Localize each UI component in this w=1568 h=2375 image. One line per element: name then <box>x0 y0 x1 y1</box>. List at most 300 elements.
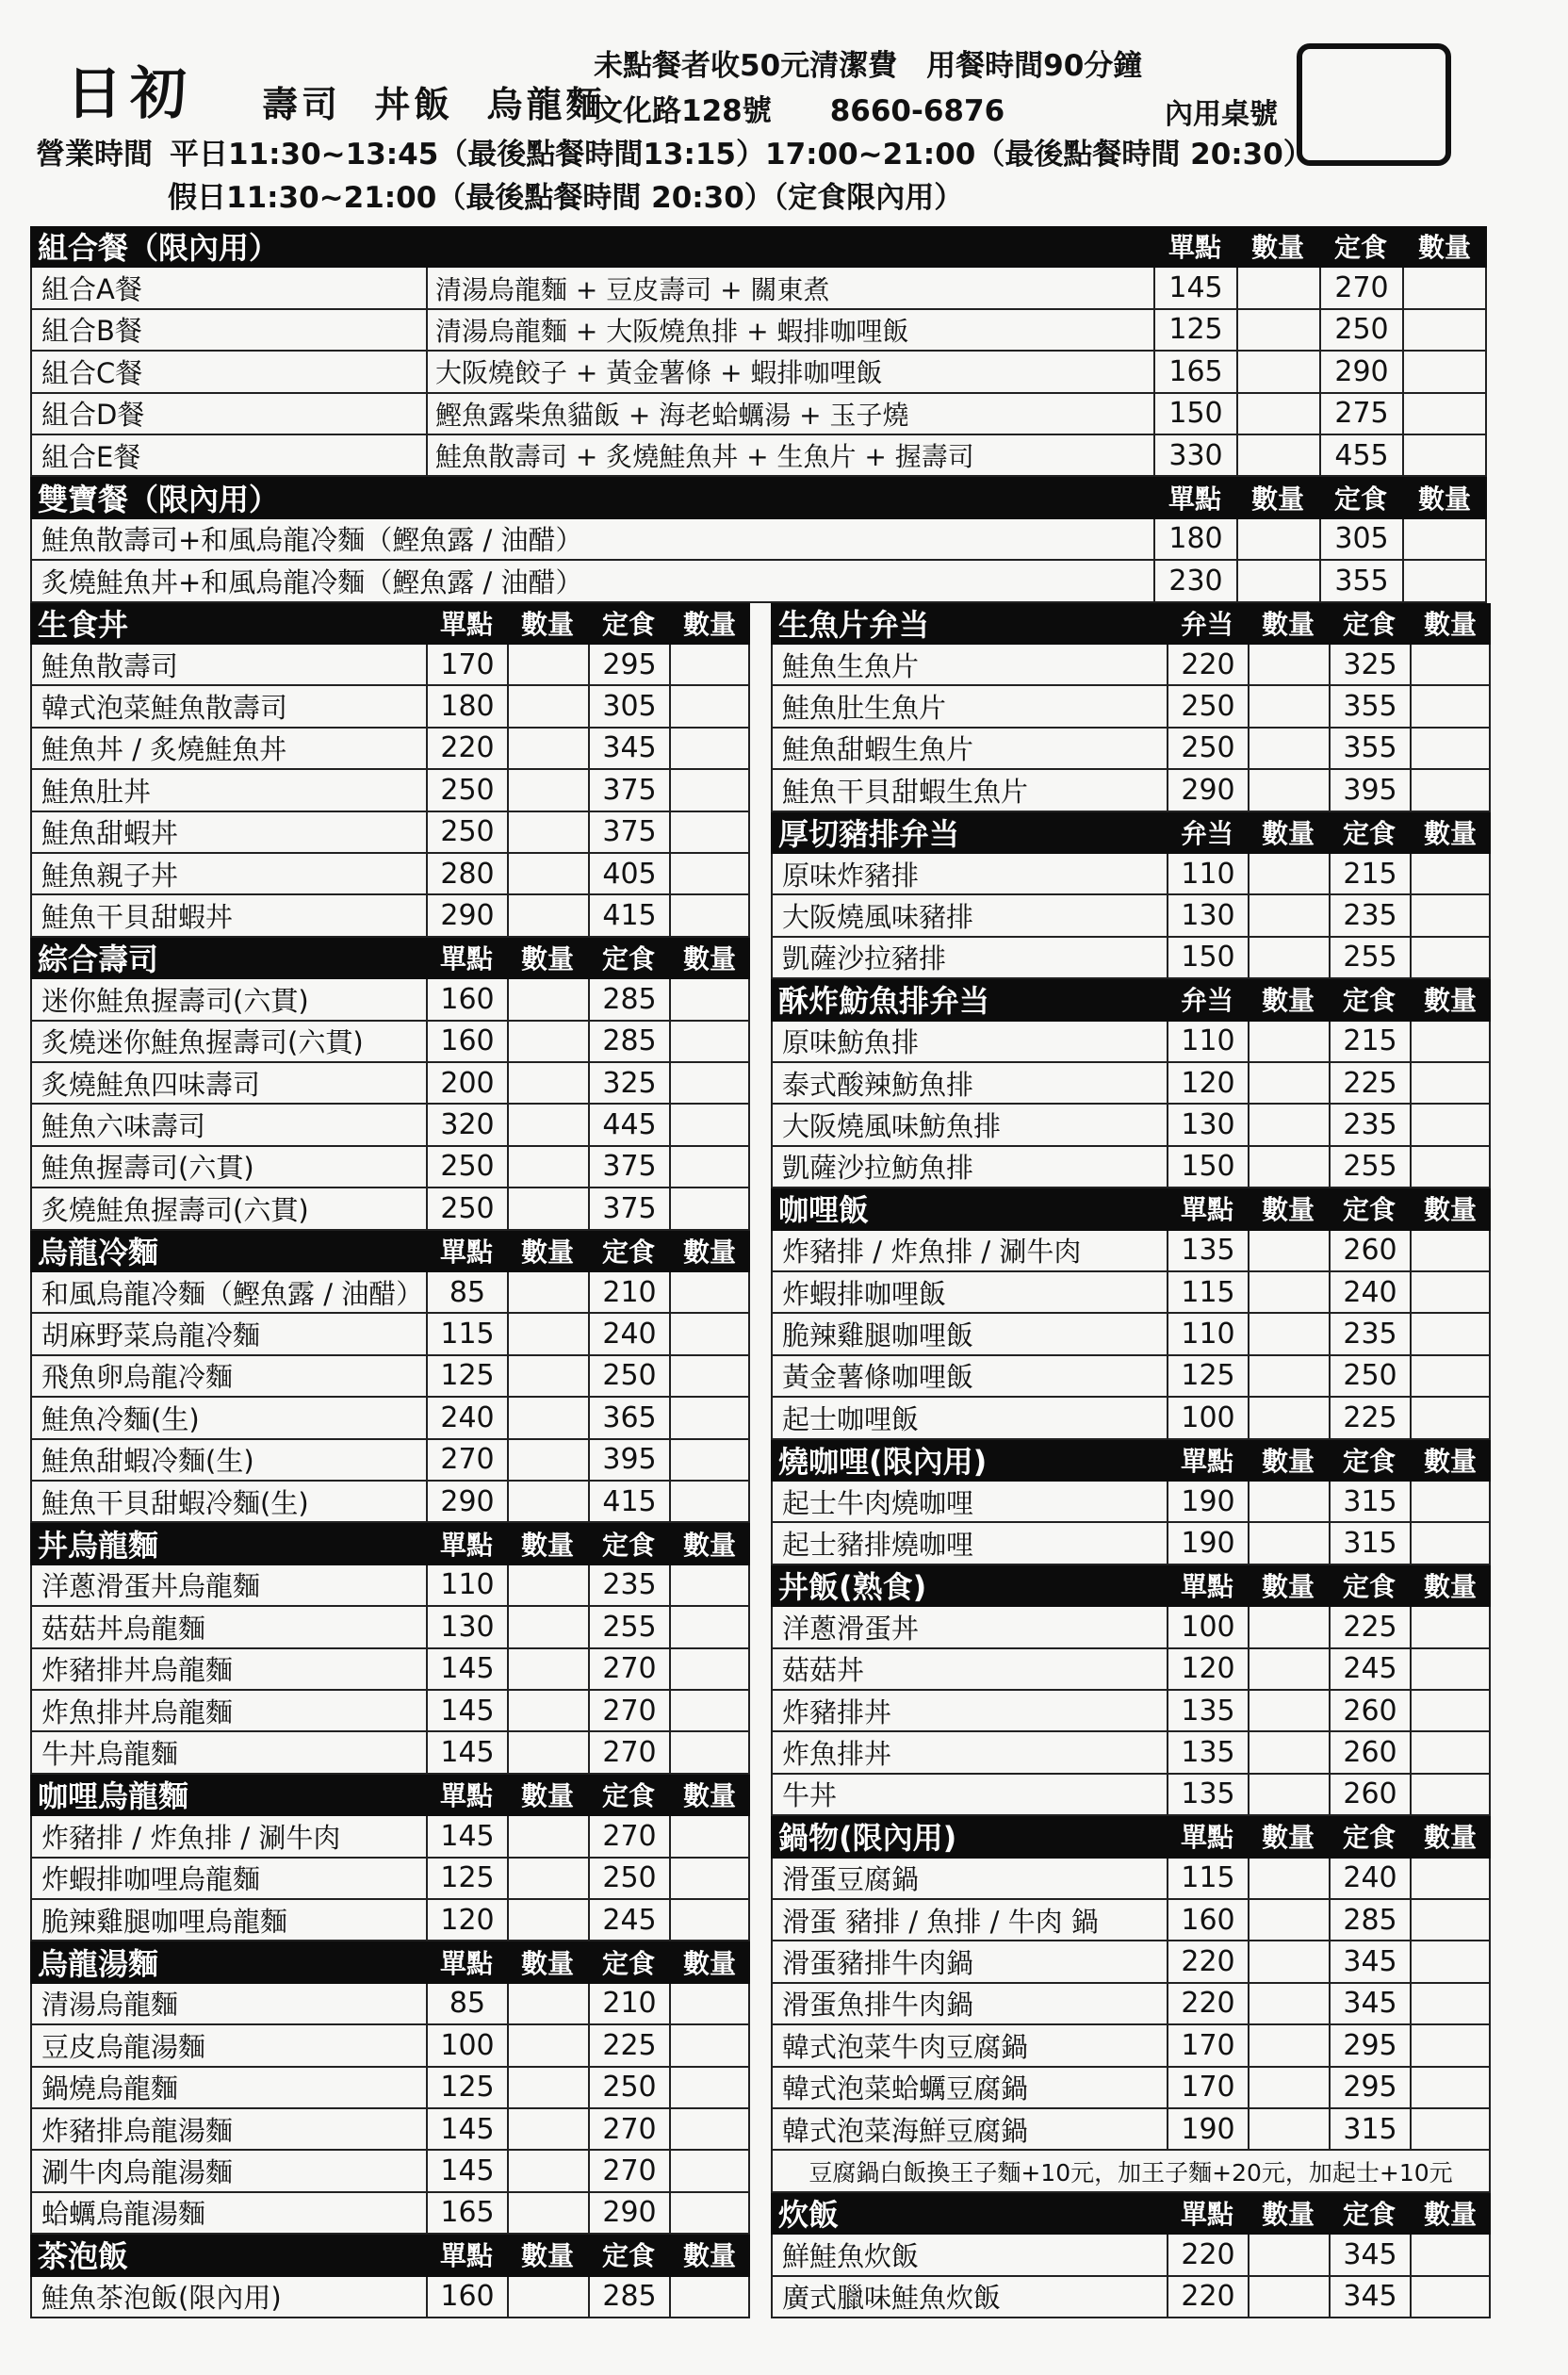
quantity-set-field[interactable] <box>1410 1859 1491 1898</box>
quantity-single-field[interactable] <box>1248 686 1329 726</box>
quantity-single-field[interactable] <box>507 1565 588 1605</box>
section-note <box>771 2151 1491 2192</box>
item-name: 組合B餐 <box>30 310 426 350</box>
quantity-single-field[interactable] <box>1248 1691 1329 1730</box>
quantity-set-field[interactable] <box>669 979 750 1019</box>
quantity-single-field[interactable] <box>507 1398 588 1437</box>
quantity-set-field[interactable] <box>1402 561 1487 600</box>
quantity-single-field[interactable] <box>1248 1482 1329 1521</box>
column-header: 定食 <box>1342 1570 1396 1602</box>
quantity-set-field[interactable] <box>669 2109 750 2149</box>
table-number-box[interactable] <box>1297 43 1451 166</box>
price-single: 145 <box>426 1691 507 1730</box>
section-right-1 <box>771 812 1491 980</box>
quantity-set-field[interactable] <box>669 1188 750 1228</box>
quantity-single-field[interactable] <box>1248 1941 1329 1981</box>
quantity-single-field[interactable] <box>1236 268 1319 307</box>
quantity-set-field[interactable] <box>669 686 750 726</box>
item-name: 起士咖哩飯 <box>771 1398 1167 1437</box>
quantity-set-field[interactable] <box>669 854 750 893</box>
quantity-set-field[interactable] <box>669 895 750 935</box>
price-single: 115 <box>1167 1859 1248 1898</box>
item-name: 菇菇丼 <box>771 1649 1167 1689</box>
quantity-set-field[interactable] <box>669 1022 750 1061</box>
column-header: 定食 <box>1333 232 1387 264</box>
item-name: 炙燒鮭魚四味壽司 <box>30 1063 426 1103</box>
quantity-set-field[interactable] <box>1410 1272 1491 1312</box>
quantity-single-field[interactable] <box>507 1147 588 1187</box>
quantity-single-field[interactable] <box>1236 352 1319 391</box>
column-header: 數量 <box>1417 483 1471 515</box>
menu-row <box>771 895 1491 937</box>
menu-row <box>30 979 750 1021</box>
quantity-single-field[interactable] <box>1248 1732 1329 1772</box>
quantity-set-field[interactable] <box>669 1440 750 1480</box>
quantity-single-field[interactable] <box>507 1063 588 1103</box>
menu-row <box>771 2235 1491 2276</box>
item-name: 鮭魚六味壽司 <box>30 1105 426 1144</box>
price-single: 145 <box>426 1732 507 1772</box>
quantity-single-field[interactable] <box>1236 310 1319 350</box>
quantity-single-field[interactable] <box>1248 2068 1329 2107</box>
price-single: 115 <box>1167 1272 1248 1312</box>
column-header: 定食 <box>601 2240 655 2272</box>
menu-row <box>771 1105 1491 1146</box>
quantity-single-field[interactable] <box>1248 1063 1329 1103</box>
price-single: 130 <box>1167 1105 1248 1144</box>
quantity-set-field[interactable] <box>669 1356 750 1396</box>
quantity-set-field[interactable] <box>1402 352 1487 391</box>
quantity-set-field[interactable] <box>1402 268 1487 307</box>
price-set: 345 <box>1329 2235 1410 2274</box>
section-left-2 <box>30 1231 750 1524</box>
quantity-single-field[interactable] <box>1248 1859 1329 1898</box>
price-set: 290 <box>1319 352 1402 391</box>
quantity-single-field[interactable] <box>507 1022 588 1061</box>
column-header: 定食 <box>601 1947 655 1979</box>
quantity-single-field[interactable] <box>507 2025 588 2065</box>
item-name: 鮭魚干貝甜蝦丼 <box>30 895 426 935</box>
column-header: 單點 <box>439 1779 493 1811</box>
price-single: 165 <box>1153 352 1236 391</box>
section-header <box>30 1941 750 1983</box>
quantity-set-field[interactable] <box>1402 519 1487 559</box>
column-header: 數量 <box>1423 1570 1477 1602</box>
menu-row <box>771 1523 1491 1564</box>
price-single: 145 <box>426 2109 507 2149</box>
price-set: 260 <box>1329 1732 1410 1772</box>
column-header: 弁当 <box>1180 817 1233 849</box>
quantity-set-field[interactable] <box>669 1816 750 1856</box>
column-header: 數量 <box>1250 483 1304 515</box>
column-header: 數量 <box>1261 1822 1315 1854</box>
quantity-set-field[interactable] <box>669 1607 750 1646</box>
quantity-single-field[interactable] <box>1248 938 1329 977</box>
quantity-set-field[interactable] <box>669 1732 750 1772</box>
quantity-single-field[interactable] <box>507 1105 588 1144</box>
quantity-set-field[interactable] <box>669 1314 750 1353</box>
quantity-single-field[interactable] <box>507 1984 588 2023</box>
section-title: 燒咖哩(限內用) <box>778 1443 988 1480</box>
quantity-set-field[interactable] <box>669 1691 750 1730</box>
price-set: 225 <box>1329 1063 1410 1103</box>
menu-table <box>30 226 1487 2334</box>
price-set: 235 <box>1329 1105 1410 1144</box>
quantity-set-field[interactable] <box>669 770 750 810</box>
quantity-single-field[interactable] <box>1248 2025 1329 2065</box>
quantity-single-field[interactable] <box>1248 1105 1329 1144</box>
price-single: 220 <box>1167 1941 1248 1981</box>
menu-row <box>771 770 1491 811</box>
quantity-set-field[interactable] <box>1410 1482 1491 1521</box>
item-name: 鮭魚生魚片 <box>771 645 1167 684</box>
quantity-set-field[interactable] <box>1410 729 1491 768</box>
item-name: 炸魚排丼 <box>771 1732 1167 1772</box>
price-single: 190 <box>1167 1482 1248 1521</box>
menu-row <box>30 1900 750 1941</box>
section-header <box>30 477 1487 518</box>
quantity-single-field[interactable] <box>507 1816 588 1856</box>
quantity-single-field[interactable] <box>507 645 588 684</box>
quantity-single-field[interactable] <box>1236 561 1319 600</box>
section-right-5 <box>771 1565 1491 1816</box>
menu-row <box>771 854 1491 895</box>
price-set: 315 <box>1329 1482 1410 1521</box>
quantity-single-field[interactable] <box>1248 1356 1329 1396</box>
quantity-set-field[interactable] <box>669 1398 750 1437</box>
menu-row <box>30 729 750 770</box>
quantity-set-field[interactable] <box>1410 2109 1491 2149</box>
price-set: 215 <box>1329 1022 1410 1061</box>
price-single: 290 <box>1167 770 1248 810</box>
column-header: 定食 <box>601 608 655 640</box>
quantity-single-field[interactable] <box>507 2151 588 2190</box>
price-set: 345 <box>1329 1984 1410 2023</box>
price-set: 270 <box>588 1732 669 1772</box>
column-header: 定食 <box>1333 483 1387 515</box>
section-right-7 <box>771 2193 1491 2318</box>
quantity-single-field[interactable] <box>1248 1398 1329 1437</box>
quantity-single-field[interactable] <box>507 2109 588 2149</box>
quantity-set-field[interactable] <box>1410 1398 1491 1437</box>
quantity-set-field[interactable] <box>1410 1649 1491 1689</box>
quantity-set-field[interactable] <box>1410 854 1491 893</box>
quantity-single-field[interactable] <box>1236 519 1319 559</box>
item-description: 清湯烏龍麵 + 大阪燒魚排 + 蝦排咖哩飯 <box>426 310 1153 350</box>
quantity-single-field[interactable] <box>507 770 588 810</box>
quantity-set-field[interactable] <box>669 2068 750 2107</box>
quantity-single-field[interactable] <box>1248 854 1329 893</box>
quantity-set-field[interactable] <box>1410 2025 1491 2065</box>
item-name: 廣式臘味鮭魚炊飯 <box>771 2277 1167 2317</box>
column-header: 單點 <box>1180 1194 1233 1226</box>
column-header: 單點 <box>1180 1822 1233 1854</box>
quantity-single-field[interactable] <box>1248 1231 1329 1270</box>
price-set: 355 <box>1329 729 1410 768</box>
menu-row <box>771 1147 1491 1188</box>
quantity-set-field[interactable] <box>669 1482 750 1521</box>
quantity-single-field[interactable] <box>507 1859 588 1898</box>
column-header: 數量 <box>520 1529 574 1561</box>
column-header: 數量 <box>1423 985 1477 1017</box>
quantity-set-field[interactable] <box>1410 686 1491 726</box>
quantity-set-field[interactable] <box>1410 895 1491 935</box>
quantity-set-field[interactable] <box>1410 1691 1491 1730</box>
quantity-single-field[interactable] <box>1248 1607 1329 1646</box>
item-name: 脆辣雞腿咖哩飯 <box>771 1314 1167 1353</box>
quantity-single-field[interactable] <box>1248 1022 1329 1061</box>
quantity-set-field[interactable] <box>1402 394 1487 434</box>
price-set: 225 <box>588 2025 669 2065</box>
quantity-single-field[interactable] <box>507 895 588 935</box>
item-name: 大阪燒風味豬排 <box>771 895 1167 935</box>
quantity-set-field[interactable] <box>1410 1147 1491 1187</box>
menu-row <box>30 2109 750 2151</box>
section-title: 生食丼 <box>38 606 129 643</box>
quantity-set-field[interactable] <box>669 1900 750 1940</box>
item-name: 炸豬排 / 炸魚排 / 涮牛肉 <box>30 1816 426 1856</box>
quantity-single-field[interactable] <box>1248 645 1329 684</box>
quantity-set-field[interactable] <box>1410 1063 1491 1103</box>
column-header: 數量 <box>520 2240 574 2272</box>
quantity-single-field[interactable] <box>507 812 588 852</box>
price-single: 130 <box>1167 895 1248 935</box>
column-header: 數量 <box>1423 608 1477 640</box>
quantity-set-field[interactable] <box>1410 645 1491 684</box>
column-header: 單點 <box>1168 232 1221 264</box>
section-title: 雙寶餐（限內用） <box>38 481 280 517</box>
price-set: 210 <box>588 1272 669 1312</box>
item-name: 炙燒迷你鮭魚握壽司(六貫) <box>30 1022 426 1061</box>
quantity-set-field[interactable] <box>669 1565 750 1605</box>
quantity-set-field[interactable] <box>1410 1607 1491 1646</box>
section-header <box>771 1188 1491 1230</box>
menu-row <box>771 2109 1491 2151</box>
menu-row <box>30 1398 750 1439</box>
quantity-set-field[interactable] <box>669 812 750 852</box>
price-set: 240 <box>588 1314 669 1353</box>
quantity-set-field[interactable] <box>1402 310 1487 350</box>
section-combo <box>30 226 1487 477</box>
quantity-set-field[interactable] <box>669 1649 750 1689</box>
menu-row <box>30 1105 750 1146</box>
quantity-set-field[interactable] <box>669 1147 750 1187</box>
price-set: 270 <box>588 1816 669 1856</box>
quantity-single-field[interactable] <box>1248 2109 1329 2149</box>
section-right-4 <box>771 1440 1491 1565</box>
price-set: 295 <box>588 645 669 684</box>
section-right-3 <box>771 1188 1491 1439</box>
quantity-single-field[interactable] <box>507 1272 588 1312</box>
item-description: 鰹魚露柴魚貓飯 + 海老蛤蠣湯 + 玉子燒 <box>426 394 1153 434</box>
column-header: 單點 <box>1180 2198 1233 2230</box>
quantity-set-field[interactable] <box>1410 1022 1491 1061</box>
quantity-single-field[interactable] <box>507 1314 588 1353</box>
quantity-single-field[interactable] <box>1248 2277 1329 2317</box>
quantity-single-field[interactable] <box>1248 1272 1329 1312</box>
quantity-set-field[interactable] <box>1410 1900 1491 1940</box>
item-name: 胡麻野菜烏龍冷麵 <box>30 1314 426 1353</box>
quantity-set-field[interactable] <box>1402 435 1487 475</box>
item-name: 組合C餐 <box>30 352 426 391</box>
item-name: 和風烏龍冷麵（鰹魚露 / 油醋） <box>30 1272 426 1312</box>
price-single: 190 <box>1167 1523 1248 1563</box>
quantity-set-field[interactable] <box>1410 1732 1491 1772</box>
quantity-single-field[interactable] <box>1248 1649 1329 1689</box>
quantity-set-field[interactable] <box>669 2277 750 2317</box>
quantity-set-field[interactable] <box>1410 1523 1491 1563</box>
quantity-single-field[interactable] <box>507 1649 588 1689</box>
quantity-single-field[interactable] <box>1236 394 1319 434</box>
quantity-single-field[interactable] <box>507 2277 588 2317</box>
price-single: 180 <box>1153 519 1236 559</box>
price-single: 150 <box>1167 1147 1248 1187</box>
quantity-single-field[interactable] <box>1248 1984 1329 2023</box>
price-single: 145 <box>426 1649 507 1689</box>
price-single: 150 <box>1153 394 1236 434</box>
item-name: 鮭魚甜蝦冷麵(生) <box>30 1440 426 1480</box>
quantity-set-field[interactable] <box>669 645 750 684</box>
menu-row <box>30 310 1487 352</box>
column-header: 單點 <box>1180 1570 1233 1602</box>
quantity-set-field[interactable] <box>669 1859 750 1898</box>
quantity-set-field[interactable] <box>1410 2068 1491 2107</box>
price-single: 125 <box>1167 1356 1248 1396</box>
quantity-single-field[interactable] <box>507 854 588 893</box>
quantity-set-field[interactable] <box>669 1984 750 2023</box>
quantity-single-field[interactable] <box>507 1607 588 1646</box>
section-title: 咖哩烏龍麵 <box>38 1778 189 1814</box>
address-phone: 文化路128號 8660-6876 <box>594 94 1005 128</box>
quantity-single-field[interactable] <box>1236 435 1319 475</box>
price-set: 405 <box>588 854 669 893</box>
quantity-set-field[interactable] <box>669 2193 750 2233</box>
quantity-single-field[interactable] <box>507 979 588 1019</box>
quantity-single-field[interactable] <box>1248 2235 1329 2274</box>
section-header <box>771 603 1491 645</box>
section-title: 酥炸魴魚排弁当 <box>778 983 990 1020</box>
quantity-single-field[interactable] <box>507 1356 588 1396</box>
menu-row <box>771 1272 1491 1314</box>
quantity-single-field[interactable] <box>507 1900 588 1940</box>
menu-row <box>30 1482 750 1523</box>
price-single: 220 <box>426 729 507 768</box>
item-name: 菇菇丼烏龍麵 <box>30 1607 426 1646</box>
column-header: 數量 <box>520 942 574 975</box>
menu-row <box>771 686 1491 728</box>
quantity-set-field[interactable] <box>1410 1231 1491 1270</box>
quantity-set-field[interactable] <box>1410 770 1491 810</box>
column-header: 定食 <box>1342 817 1396 849</box>
item-name: 原味炸豬排 <box>771 854 1167 893</box>
item-name: 清湯烏龍麵 <box>30 1984 426 2023</box>
quantity-single-field[interactable] <box>507 686 588 726</box>
menu-row <box>771 2277 1491 2318</box>
quantity-set-field[interactable] <box>1410 1775 1491 1814</box>
quantity-set-field[interactable] <box>669 1063 750 1103</box>
quantity-set-field[interactable] <box>1410 1941 1491 1981</box>
section-header <box>30 1231 750 1272</box>
quantity-single-field[interactable] <box>1248 729 1329 768</box>
item-name: 炙燒鮭魚握壽司(六貫) <box>30 1188 426 1228</box>
menu-row <box>30 1649 750 1691</box>
section-double <box>30 477 1487 602</box>
quantity-set-field[interactable] <box>1410 1984 1491 2023</box>
quantity-single-field[interactable] <box>1248 1775 1329 1814</box>
quantity-single-field[interactable] <box>1248 895 1329 935</box>
item-name: 鮭魚丼 / 炙燒鮭魚丼 <box>30 729 426 768</box>
quantity-single-field[interactable] <box>507 1482 588 1521</box>
quantity-single-field[interactable] <box>1248 1523 1329 1563</box>
price-set: 290 <box>588 2193 669 2233</box>
quantity-single-field[interactable] <box>1248 1314 1329 1353</box>
section-title: 咖哩飯 <box>778 1192 870 1229</box>
quantity-set-field[interactable] <box>669 2025 750 2065</box>
price-single: 125 <box>1153 310 1236 350</box>
price-set: 260 <box>1329 1775 1410 1814</box>
quantity-set-field[interactable] <box>1410 2235 1491 2274</box>
item-name: 鮭魚茶泡飯(限內用) <box>30 2277 426 2317</box>
item-description: 大阪燒餃子 + 黃金薯條 + 蝦排咖哩飯 <box>426 352 1153 391</box>
quantity-single-field[interactable] <box>507 2193 588 2233</box>
quantity-set-field[interactable] <box>669 1272 750 1312</box>
price-set: 270 <box>588 2151 669 2190</box>
menu-row <box>30 2193 750 2235</box>
quantity-set-field[interactable] <box>1410 938 1491 977</box>
quantity-single-field[interactable] <box>1248 1900 1329 1940</box>
price-single: 125 <box>426 2068 507 2107</box>
quantity-single-field[interactable] <box>507 2068 588 2107</box>
price-set: 270 <box>1319 268 1402 307</box>
quantity-set-field[interactable] <box>669 729 750 768</box>
column-header: 定食 <box>601 942 655 975</box>
menu-row <box>30 854 750 895</box>
quantity-single-field[interactable] <box>507 729 588 768</box>
item-name: 凱薩沙拉豬排 <box>771 938 1167 977</box>
quantity-set-field[interactable] <box>1410 2277 1491 2317</box>
item-name: 炸豬排 / 炸魚排 / 涮牛肉 <box>771 1231 1167 1270</box>
quantity-set-field[interactable] <box>669 1105 750 1144</box>
price-single: 135 <box>1167 1691 1248 1730</box>
column-header: 單點 <box>439 1236 493 1268</box>
quantity-single-field[interactable] <box>507 1188 588 1228</box>
quantity-single-field[interactable] <box>507 1691 588 1730</box>
quantity-single-field[interactable] <box>1248 1147 1329 1187</box>
item-name: 飛魚卵烏龍冷麵 <box>30 1356 426 1396</box>
quantity-set-field[interactable] <box>669 2151 750 2190</box>
column-header: 單點 <box>1180 1445 1233 1477</box>
price-single: 130 <box>426 1607 507 1646</box>
quantity-set-field[interactable] <box>1410 1105 1491 1144</box>
quantity-single-field[interactable] <box>507 1440 588 1480</box>
section-header <box>771 1440 1491 1482</box>
item-name: 滑蛋 豬排 / 魚排 / 牛肉 鍋 <box>771 1900 1167 1940</box>
item-name: 鮭魚冷麵(生) <box>30 1398 426 1437</box>
quantity-single-field[interactable] <box>1248 770 1329 810</box>
quantity-single-field[interactable] <box>507 1732 588 1772</box>
price-single: 250 <box>426 1188 507 1228</box>
column-header: 定食 <box>1342 985 1396 1017</box>
price-single: 290 <box>426 1482 507 1521</box>
quantity-set-field[interactable] <box>1410 1356 1491 1396</box>
item-name: 韓式泡菜牛肉豆腐鍋 <box>771 2025 1167 2065</box>
section-title: 烏龍湯麵 <box>38 1945 159 1982</box>
menu-row <box>771 1941 1491 1983</box>
price-set: 325 <box>1329 645 1410 684</box>
quantity-set-field[interactable] <box>1410 1314 1491 1353</box>
column-header: 數量 <box>682 942 736 975</box>
price-single: 110 <box>1167 1314 1248 1353</box>
